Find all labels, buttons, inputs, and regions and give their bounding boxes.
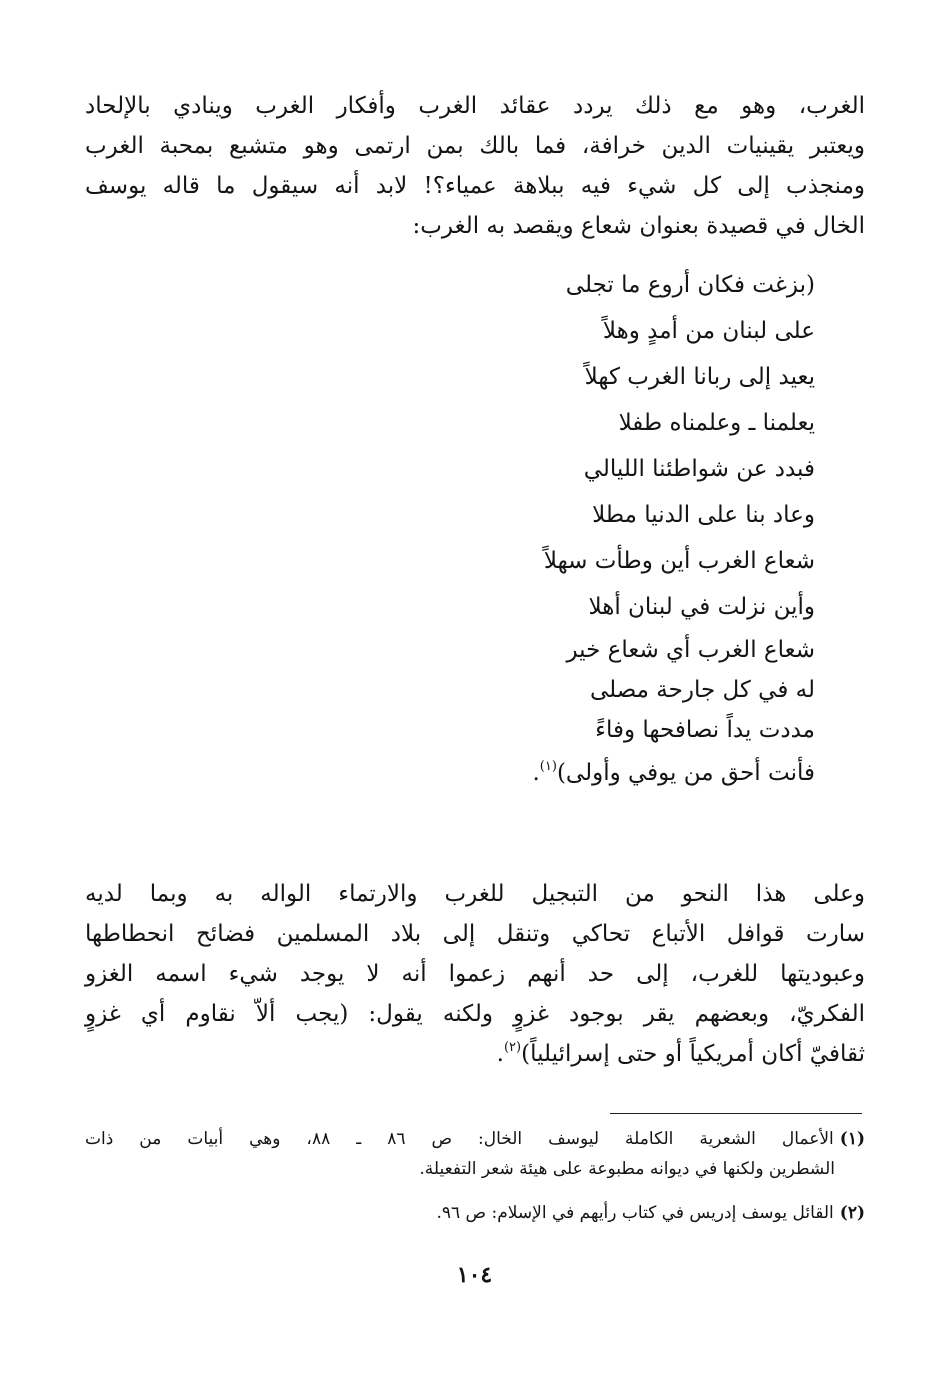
poem-end-mark: . [532,760,540,786]
poem [315,262,815,796]
poem-verse: شعاع الغرب أي شعاع خير [566,637,815,663]
footnote-1 [85,1124,865,1184]
footnotes [85,1124,865,1242]
poem-verse: يعلمنا ـ وعلمناه طفلا [618,410,815,436]
page-number: ١٠٤ [456,1262,493,1288]
body-paragraph-2 [85,874,865,1074]
text-line-content: ثقافيّ أكان أمريكياً أو حتى إسرائيلياً) [521,1041,865,1067]
footnote-text: القائل يوسف إدريس في كتاب رأيهم في الإسلام: ص ٩٦. [436,1203,834,1223]
text-line: الفكريّ، وبعضهم يقر بوجود غزوٍ ولكنه يقول: (يجب ألاّ نقاوم أي غزوٍ [85,1001,865,1027]
text-line: الغرب، وهو مع ذلك يردد عقائد الغرب وأفكار الغرب وينادي بالإلحاد [85,93,865,119]
poem-verse: يعيد إلى ربانا الغرب كهلاً [584,364,815,390]
footnote-separator [610,1113,862,1114]
poem-verse: (بزغت فكان أروع ما تجلى [565,272,815,298]
text-line: ويعتبر يقينيات الدين خرافة، فما بالك بمن ارتمى وهو متشبع بمحبة الغرب [85,133,865,159]
footnote-ref-2[interactable]: (٢) [503,1040,522,1055]
paragraph-end-mark: . [496,1041,504,1067]
text-line: سارت قوافل الأتباع تحاكي وتنقل إلى بلاد المسلمين فضائح انحطاطها [85,921,865,947]
body-paragraph-1 [85,86,865,246]
poem-verse: على لبنان من أمدٍ وهلاً [602,318,815,344]
footnote-line: الشطرين ولكنها في ديوانه مطبوعة على هيئة شعر التفعيلة. [419,1159,835,1179]
footnote-number: (١) [839,1129,866,1149]
footnote-line [436,1203,865,1223]
poem-verse: شعاع الغرب أين وطأت سهلاً [543,548,815,574]
poem-last-verse [315,750,815,796]
poem-verse: له في كل جارحة مصلى [589,677,815,703]
text-line: الخال في قصيدة بعنوان شعاع ويقصد به الغرب: [412,213,865,239]
footnote-text: الأعمال الشعرية الكاملة ليوسف الخال: ص ٨٦ ـ ٨٨، وهي أبيات من ذات [85,1129,834,1149]
poem-verse-text: فأنت أحق من يوفي وأولى) [556,760,815,786]
footnote-line [85,1124,865,1154]
footnote-2 [85,1198,865,1228]
footnote-number: (٢) [839,1203,865,1223]
poem-verse: مددت يداً نصافحها وفاءً [595,717,815,743]
poem-verse: فبدد عن شواطئنا الليالي [583,456,815,482]
poem-verse: وأين نزلت في لبنان أهلا [588,594,815,620]
text-line: وعلى هذا النحو من التبجيل للغرب والارتماء الواله به وبما لديه [85,881,865,907]
text-line: وعبوديتها للغرب، إلى حد أنهم زعموا أنه لا يوجد شيء اسمه الغزو [85,961,865,987]
footnote-ref-1[interactable]: (١) [539,759,557,774]
text-line: ومنجذب إلى كل شيء فيه ببلاهة عمياء؟! لابد أنه سيقول ما قاله يوسف [85,173,865,199]
text-line-last [85,1034,865,1074]
poem-verse: وعاد بنا على الدنيا مطلا [592,502,815,528]
